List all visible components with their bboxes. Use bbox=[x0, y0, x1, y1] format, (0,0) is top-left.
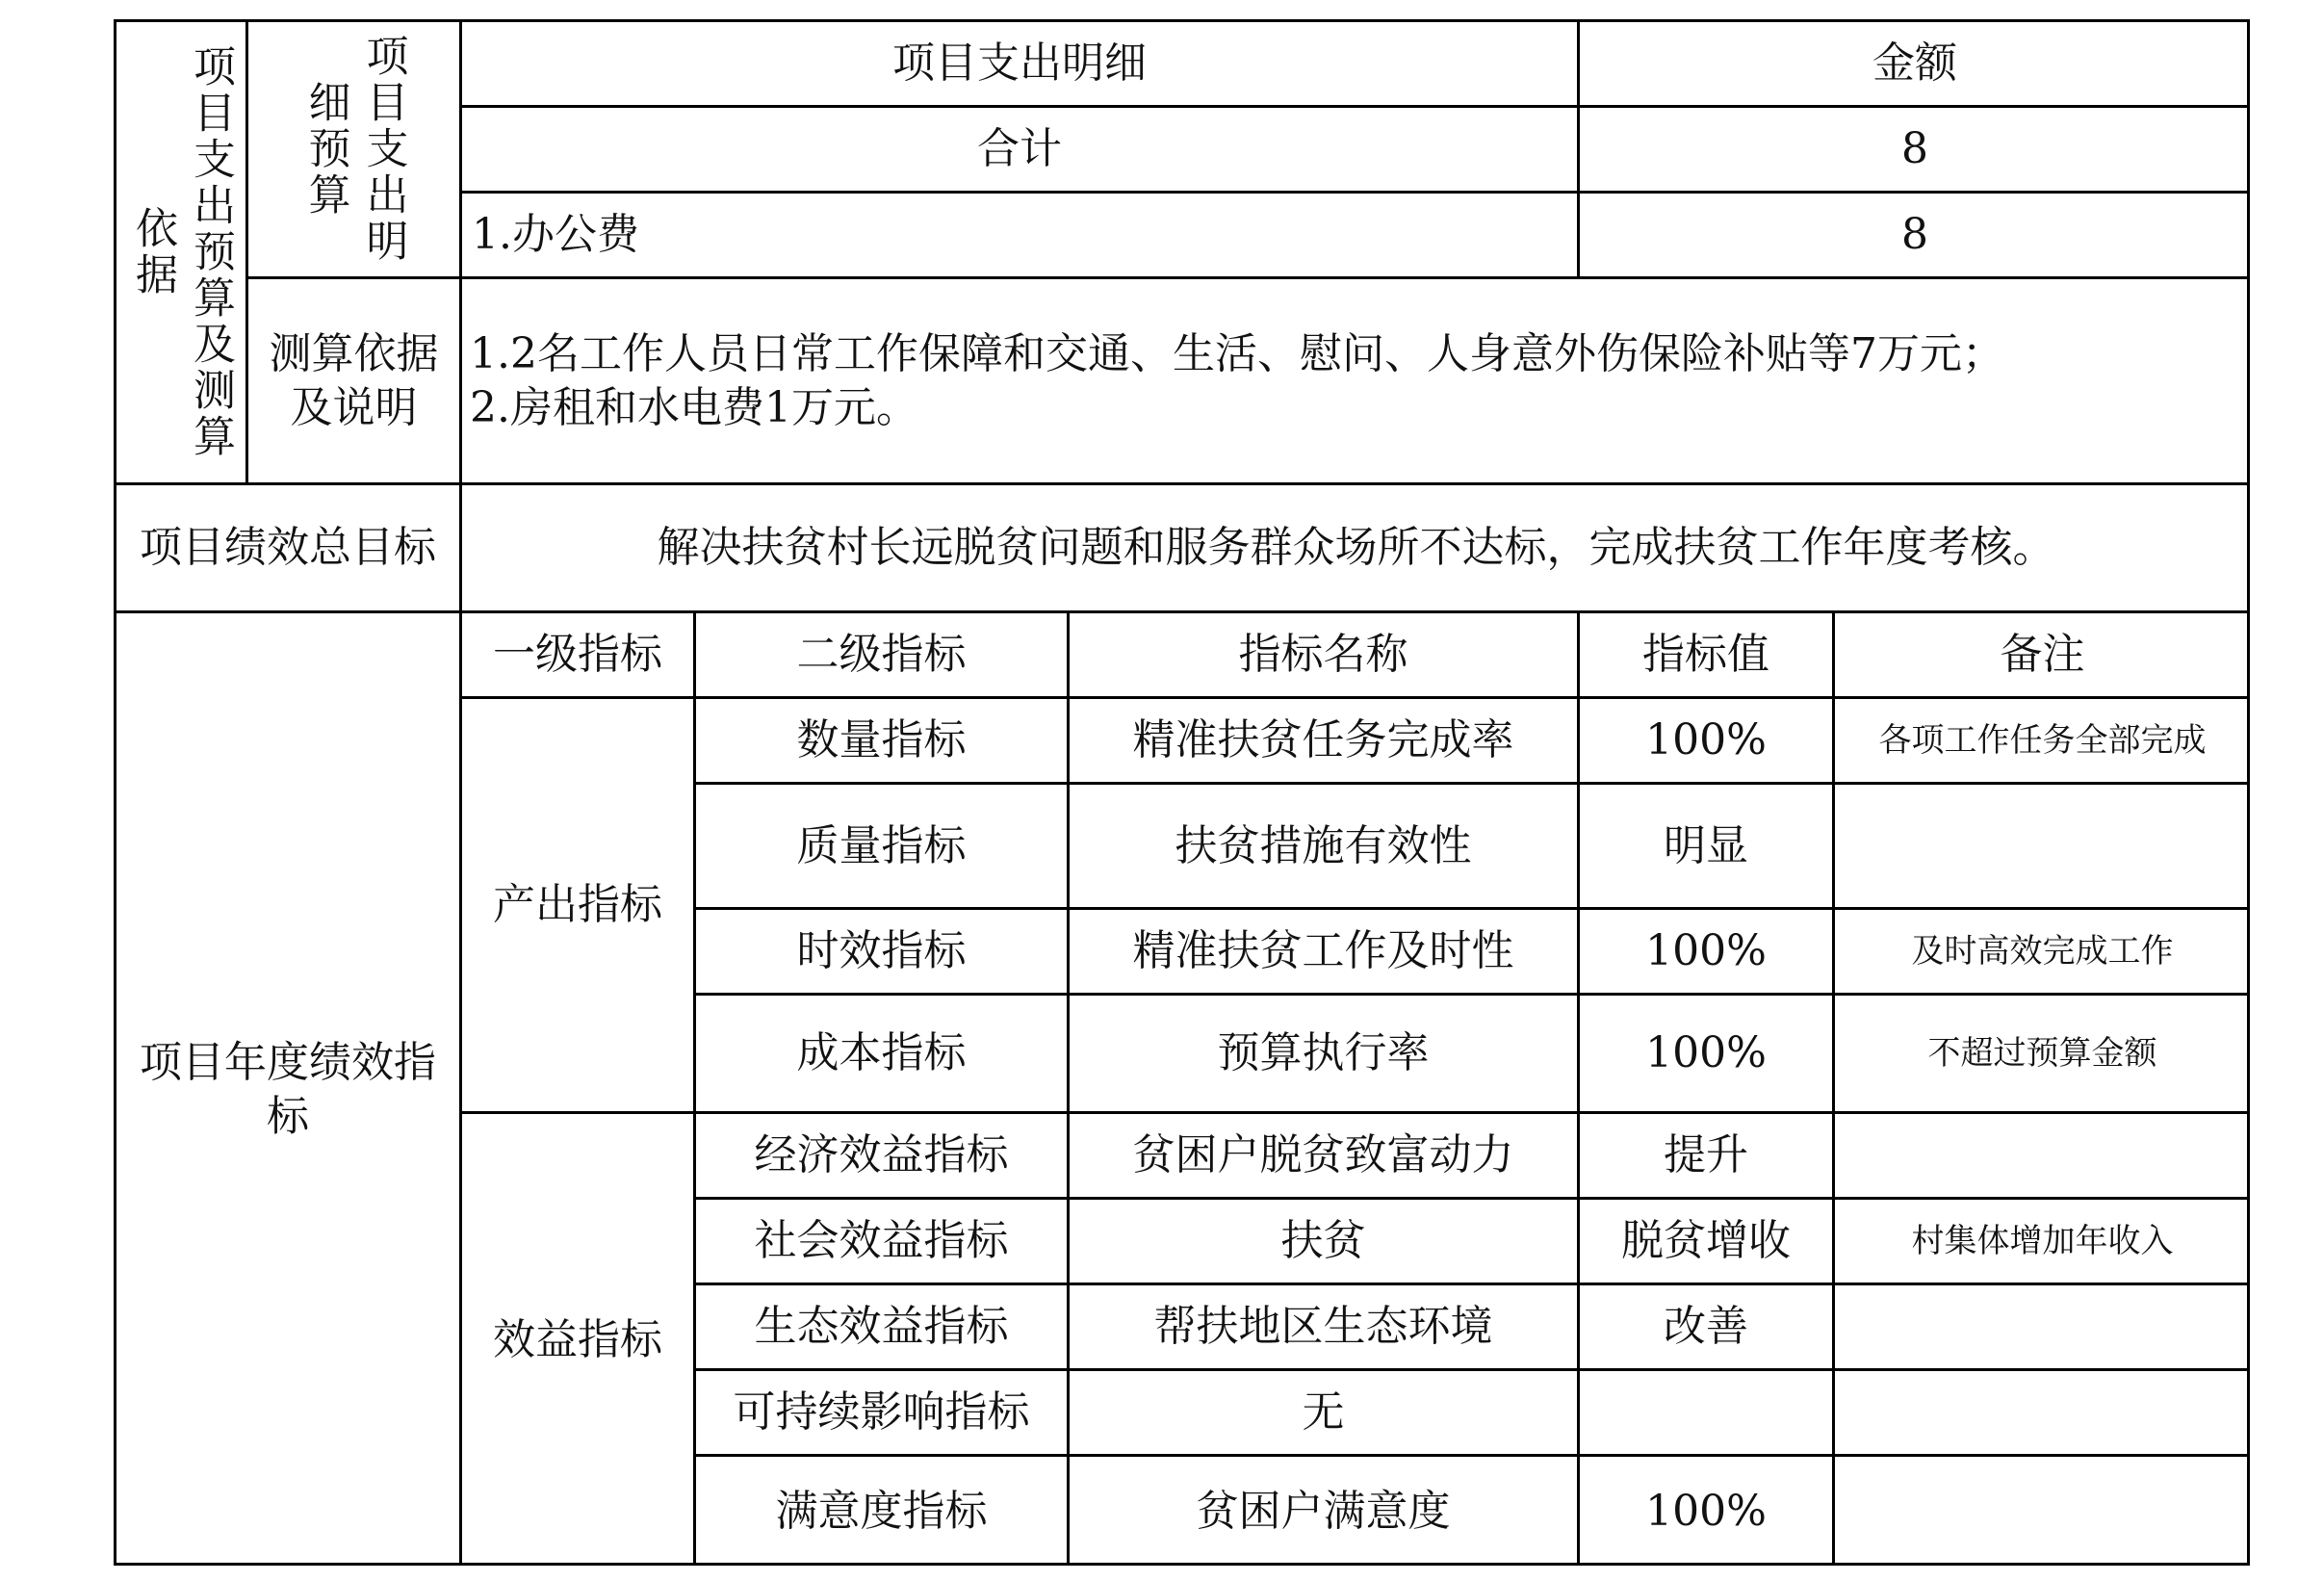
basis-text bbox=[459, 276, 2250, 482]
note-cell bbox=[1832, 1111, 2250, 1197]
total-label: 合计 bbox=[459, 105, 1577, 191]
name-cell: 精准扶贫任务完成率 bbox=[1067, 696, 1577, 782]
level2-cell: 可持续影响指标 bbox=[693, 1368, 1067, 1454]
value-cell: 改善 bbox=[1577, 1283, 1832, 1368]
level2-cell: 生态效益指标 bbox=[693, 1283, 1067, 1368]
name-cell: 帮扶地区生态环境 bbox=[1067, 1283, 1577, 1368]
level2-cell: 成本指标 bbox=[693, 993, 1067, 1111]
level2-cell: 时效指标 bbox=[693, 907, 1067, 993]
note-cell bbox=[1832, 782, 2250, 907]
name-cell: 精准扶贫工作及时性 bbox=[1067, 907, 1577, 993]
header-level2: 二级指标 bbox=[693, 610, 1067, 696]
detail-budget-label: 项目支出明细预算 bbox=[245, 19, 459, 276]
header-note: 备注 bbox=[1832, 610, 2250, 696]
item-amount: 8 bbox=[1577, 191, 2250, 276]
value-cell: 100% bbox=[1577, 1454, 1832, 1566]
level2-cell: 质量指标 bbox=[693, 782, 1067, 907]
header-value: 指标值 bbox=[1577, 610, 1832, 696]
value-cell: 100% bbox=[1577, 696, 1832, 782]
name-cell: 扶贫措施有效性 bbox=[1067, 782, 1577, 907]
note-cell bbox=[1832, 1368, 2250, 1454]
value-cell: 明显 bbox=[1577, 782, 1832, 907]
level2-cell: 数量指标 bbox=[693, 696, 1067, 782]
value-cell bbox=[1577, 1368, 1832, 1454]
basis-line-2: 2.房租和水电费1万元。 bbox=[470, 382, 918, 432]
note-cell: 及时高效完成工作 bbox=[1832, 907, 2250, 993]
value-cell: 脱贫增收 bbox=[1577, 1197, 1832, 1283]
value-cell: 100% bbox=[1577, 907, 1832, 993]
goal-text: 解决扶贫村长远脱贫问题和服务群众场所不达标，完成扶贫工作年度考核。 bbox=[459, 482, 2250, 610]
header-level1: 一级指标 bbox=[459, 610, 693, 696]
header-name: 指标名称 bbox=[1067, 610, 1577, 696]
budget-group-label: 项目支出预算及测算依据 bbox=[114, 19, 245, 482]
level2-cell: 满意度指标 bbox=[693, 1454, 1067, 1566]
value-cell: 100% bbox=[1577, 993, 1832, 1111]
note-cell: 村集体增加年收入 bbox=[1832, 1197, 2250, 1283]
note-cell bbox=[1832, 1454, 2250, 1566]
item-name: 1.办公费 bbox=[459, 191, 1577, 276]
name-cell: 贫困户脱贫致富动力 bbox=[1067, 1111, 1577, 1197]
name-cell: 扶贫 bbox=[1067, 1197, 1577, 1283]
total-value: 8 bbox=[1577, 105, 2250, 191]
basis-line-1: 1.2名工作人员日常工作保障和交通、生活、慰问、人身意外伤保险补贴等7万元； bbox=[470, 328, 2004, 378]
note-cell: 各项工作任务全部完成 bbox=[1832, 696, 2250, 782]
detail-header: 项目支出明细 bbox=[459, 19, 1577, 105]
level1-benefit: 效益指标 bbox=[459, 1111, 693, 1566]
level1-output: 产出指标 bbox=[459, 696, 693, 1111]
note-cell bbox=[1832, 1283, 2250, 1368]
level2-cell: 经济效益指标 bbox=[693, 1111, 1067, 1197]
basis-label: 测算依据及说明 bbox=[245, 276, 459, 482]
level2-cell: 社会效益指标 bbox=[693, 1197, 1067, 1283]
note-cell: 不超过预算金额 bbox=[1832, 993, 2250, 1111]
name-cell: 贫困户满意度 bbox=[1067, 1454, 1577, 1566]
goal-label: 项目绩效总目标 bbox=[114, 482, 459, 610]
indicators-section-label: 项目年度绩效指标 bbox=[114, 610, 459, 1566]
name-cell: 预算执行率 bbox=[1067, 993, 1577, 1111]
amount-header: 金额 bbox=[1577, 19, 2250, 105]
name-cell: 无 bbox=[1067, 1368, 1577, 1454]
value-cell: 提升 bbox=[1577, 1111, 1832, 1197]
